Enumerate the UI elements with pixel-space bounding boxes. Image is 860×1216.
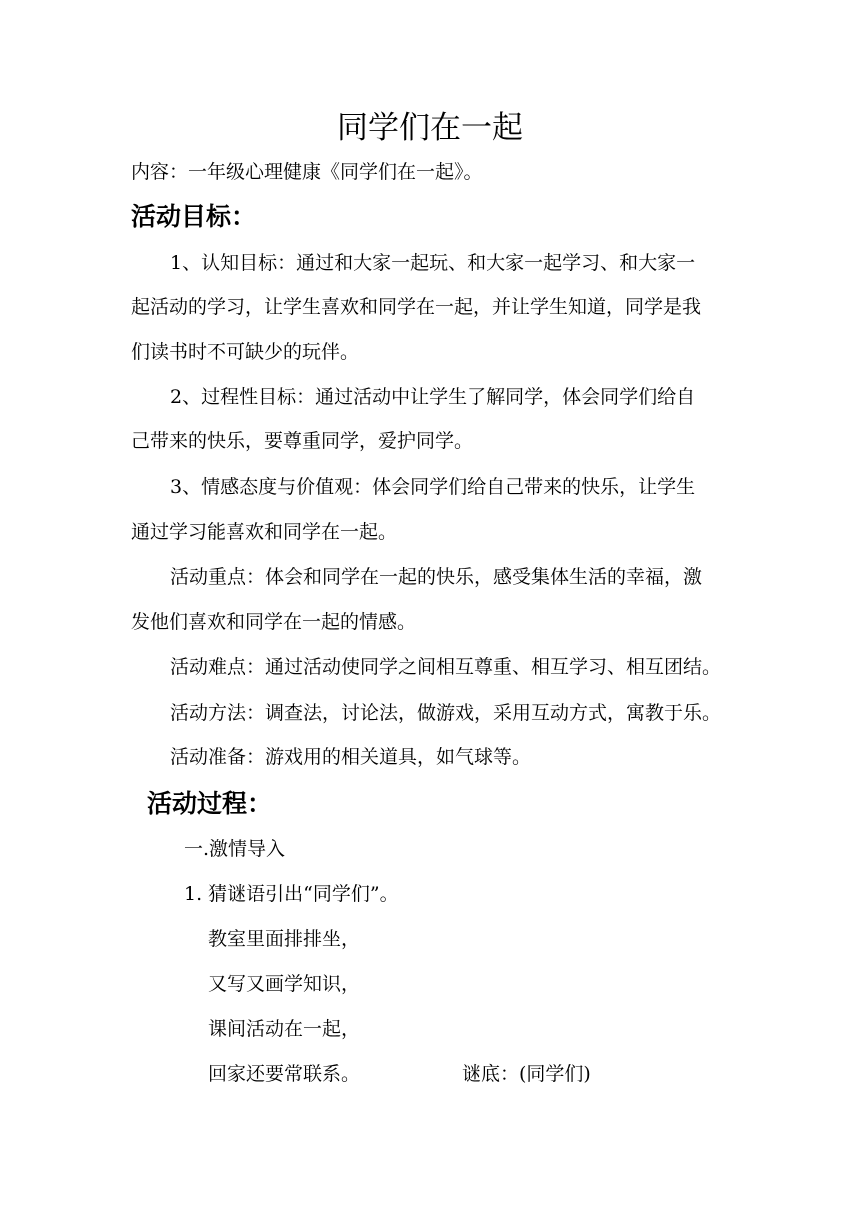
objective-1-line-2: 起活动的学习，让学生喜欢和同学在一起，并让学生知道，同学是我: [131, 296, 702, 318]
objective-1-line-3: 们读书时不可缺少的玩伴。: [131, 341, 360, 363]
key-point-line-1: 活动重点：体会和同学在一起的快乐，感受集体生活的幸福，激: [170, 566, 703, 588]
riddle-answer: 谜底：(同学们): [462, 1063, 591, 1085]
objective-1-line-1: 1、认知目标：通过和大家一起玩、和大家一起学习、和大家一: [170, 252, 696, 274]
content-line: 内容：一年级心理健康《同学们在一起》。: [131, 161, 483, 183]
step-1-line: 1. 猜谜语引出“同学们”。: [184, 883, 399, 905]
document-title: 同学们在一起: [337, 110, 523, 146]
key-point-line-2: 发他们喜欢和同学在一起的情感。: [131, 611, 417, 633]
objective-2-line-1: 2、过程性目标：通过活动中让学生了解同学，体会同学们给自: [170, 386, 696, 408]
riddle-line-1: 教室里面排排坐，: [208, 928, 361, 950]
preparation-line: 活动准备：游戏用的相关道具，如气球等。: [170, 746, 532, 768]
process-heading: 活动过程：: [147, 789, 273, 818]
riddle-line-2: 又写又画学知识，: [208, 973, 361, 995]
objective-2-line-2: 己带来的快乐，要尊重同学，爱护同学。: [131, 430, 474, 452]
section-1-heading: 一.激情导入: [184, 838, 286, 860]
method-line: 活动方法：调查法，讨论法，做游戏，采用互动方式，寓教于乐。: [170, 702, 722, 724]
difficulty-line: 活动难点：通过活动使同学之间相互尊重、相互学习、相互团结。: [170, 656, 722, 678]
objectives-heading: 活动目标：: [131, 202, 257, 231]
objective-3-line-1: 3、情感态度与价值观：体会同学们给自己带来的快乐，让学生: [170, 476, 696, 498]
riddle-line-4: 回家还要常联系。: [208, 1063, 361, 1085]
riddle-line-3: 课间活动在一起，: [208, 1018, 361, 1040]
objective-3-line-2: 通过学习能喜欢和同学在一起。: [131, 521, 398, 543]
